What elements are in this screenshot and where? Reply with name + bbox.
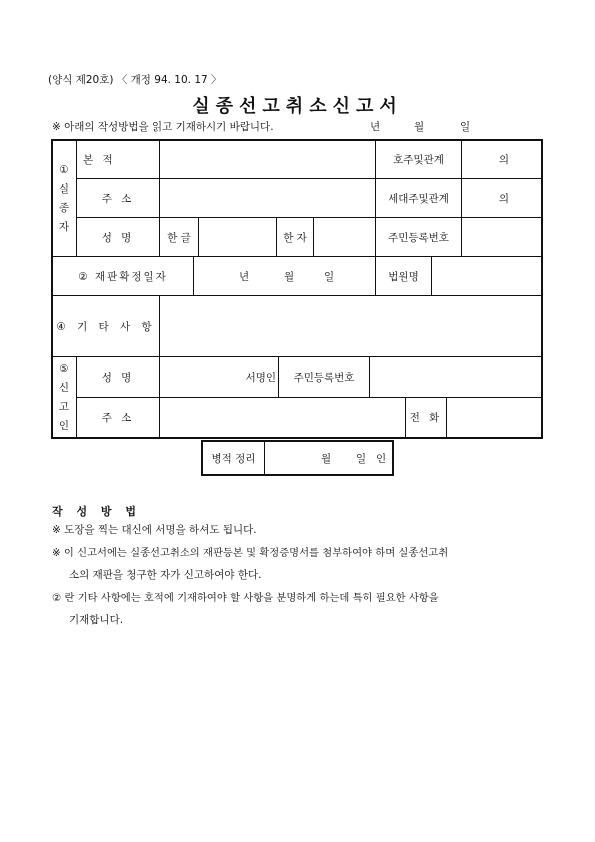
- reporter-name-field[interactable]: [160, 357, 278, 397]
- instruction-note: ※ 아래의 작성방법을 읽고 기재하시기 바랍니다.: [52, 121, 274, 133]
- hoju-relation-field[interactable]: [462, 141, 541, 178]
- hoju-relation-label: 호주및관계: [393, 154, 444, 166]
- reporter-name-label: 성 명: [101, 371, 135, 384]
- juso-field[interactable]: [160, 179, 375, 217]
- record-field[interactable]: [265, 442, 392, 474]
- court-name-field[interactable]: [432, 257, 541, 295]
- hangul-name-field[interactable]: [199, 218, 276, 256]
- judgment-day-label: 일: [324, 270, 335, 283]
- guide-item-3-line-1: ② 란 기타 사항에는 호적에 기재하여야 할 사항을 분명하게 하는데 특히 필요한 사항을: [52, 592, 439, 604]
- guide-title: 작 성 방 법: [52, 505, 141, 518]
- bonjeok-field[interactable]: [160, 141, 375, 178]
- reporter-resident-no-label: 주민등록번호: [293, 371, 355, 384]
- sedaeju-relation-field[interactable]: [462, 179, 541, 217]
- juso-label: 주 소: [101, 192, 135, 205]
- guide-item-2-line-1: ※ 이 신고서에는 실종선고취소의 재판등본 및 확정증명서를 첨부하여야 하며 실종선고취: [52, 547, 449, 559]
- date-month-label: 월: [414, 121, 425, 133]
- name-label: 성 명: [101, 231, 135, 244]
- reporter-address-field[interactable]: [160, 398, 405, 437]
- phone-label: 전 화: [409, 412, 443, 424]
- signature-label: 서명인: [245, 371, 276, 384]
- guide-item-2-line-2: 소의 재판을 청구한 자가 신고하여야 한다.: [69, 569, 262, 581]
- reporter-section-label: ⑤ 신 고 인: [58, 363, 70, 432]
- other-matters-field[interactable]: [160, 296, 541, 356]
- record-label: 병적 정리: [211, 452, 256, 465]
- sedaeju-suffix: 의: [498, 192, 509, 205]
- sedaeju-relation-label: 세대주및관계: [388, 192, 449, 205]
- hangul-label: 한 글: [167, 231, 191, 244]
- reporter-address-label: 주 소: [101, 412, 135, 424]
- record-seal-label: 인: [376, 452, 387, 465]
- record-month-label: 월: [321, 452, 332, 465]
- guide-item-1: ※ 도장을 찍는 대신에 서명을 하셔도 됩니다.: [52, 524, 257, 536]
- document-title: 실종선고취소신고서: [192, 96, 403, 117]
- judgment-date-label: ② 재판확정일자: [78, 270, 168, 283]
- bonjeok-label: 본 적: [83, 154, 116, 166]
- reporter-resident-no-field[interactable]: [370, 357, 541, 397]
- resident-no-label: 주민등록번호: [388, 231, 449, 244]
- form-code: (양식 제20호) 〈 개정 94. 10. 17 〉: [48, 74, 222, 86]
- record-day-label: 일: [356, 452, 367, 465]
- hanja-name-field[interactable]: [314, 218, 375, 256]
- resident-no-field[interactable]: [462, 218, 541, 256]
- other-matters-label: ④ 기 타 사 항: [56, 320, 156, 333]
- judgment-year-label: 년: [239, 270, 250, 283]
- date-day-label: 일: [460, 121, 471, 133]
- phone-field[interactable]: [447, 398, 541, 437]
- judgment-month-label: 월: [284, 270, 295, 283]
- hanja-label: 한 자: [283, 231, 307, 244]
- hoju-suffix: 의: [498, 154, 509, 166]
- court-name-label: 법원명: [388, 270, 419, 283]
- guide-item-3-line-2: 기재합니다.: [69, 614, 124, 626]
- missing-person-section-label: ① 실 종 자: [58, 164, 70, 233]
- judgment-date-field[interactable]: [194, 257, 375, 295]
- date-year-label: 년: [370, 121, 381, 133]
